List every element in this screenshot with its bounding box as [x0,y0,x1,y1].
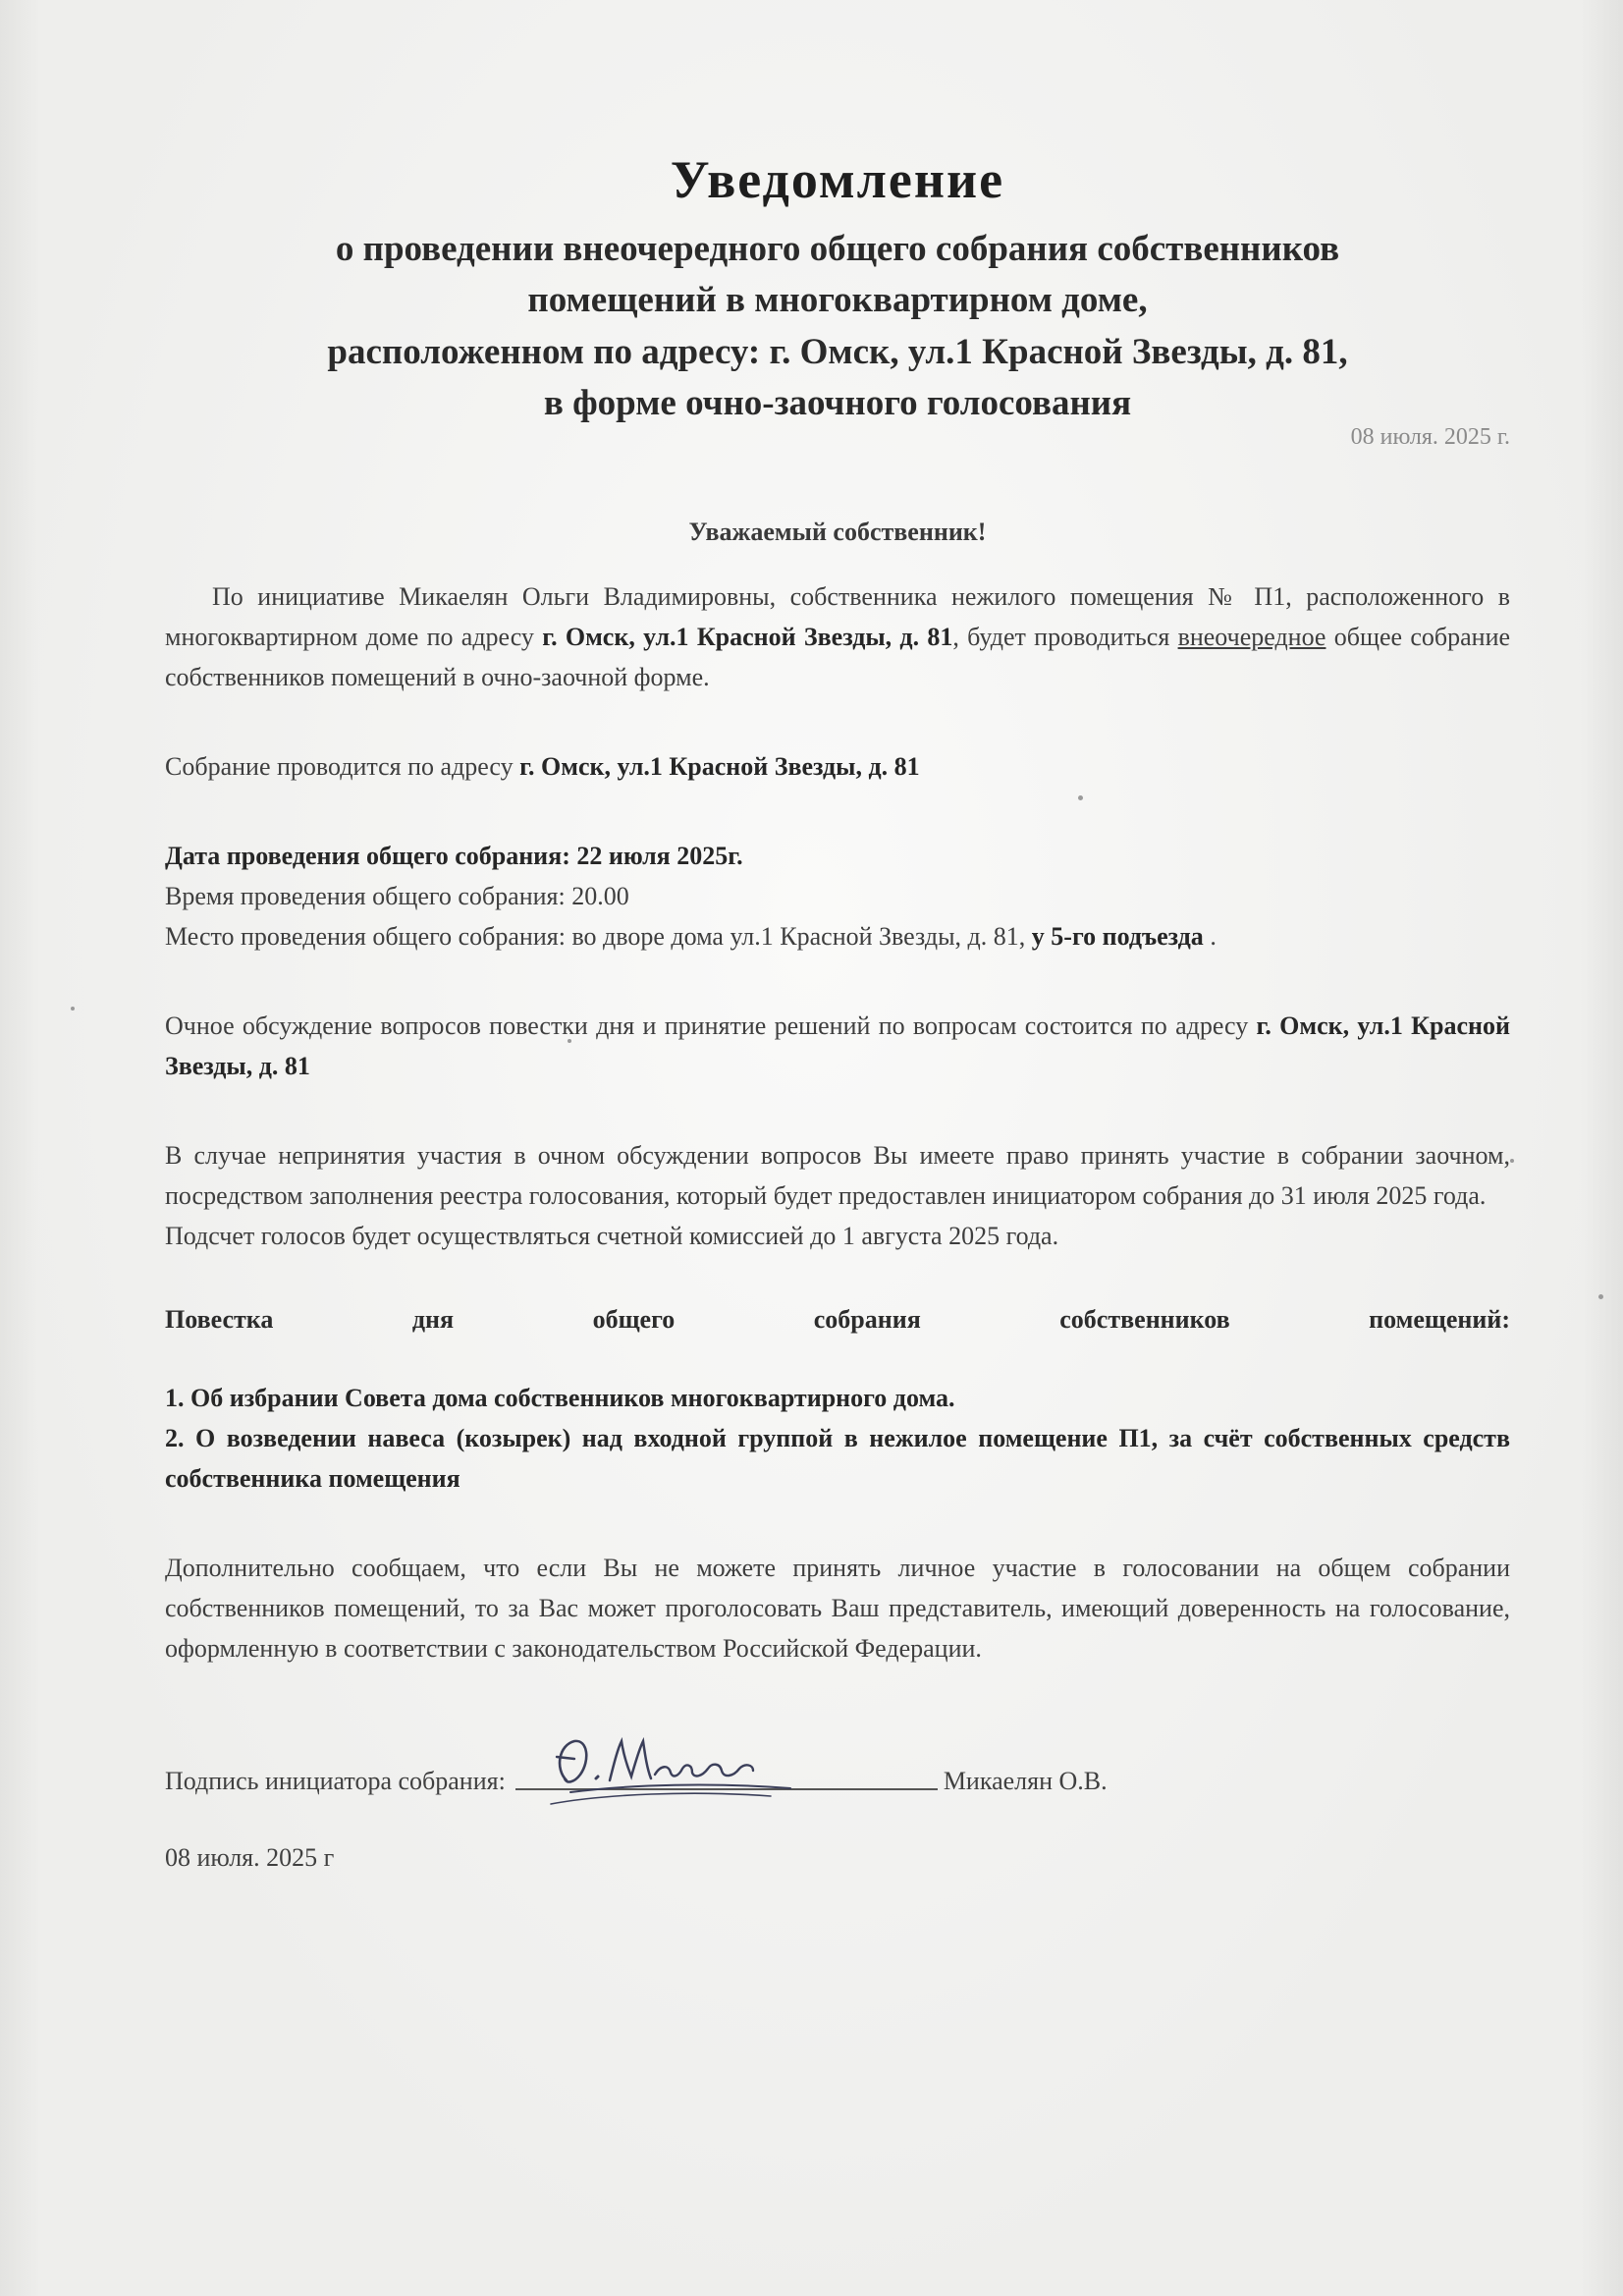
proxy-paragraph: Дополнительно сообщаем, что если Вы не можете принять личное участие в голосовании на общем собрании собственников помещений, то за Вас может проголосовать Ваш представитель, имеющий доверенность на голосование, оформленную в соответствии с законодательством Российской Федерации. [165,1553,1510,1663]
scan-speck [1510,1159,1514,1163]
agenda-heading [165,1305,1510,1335]
discussion-address: г. Омск, ул.1 Красной Звезды, д. 81 [165,1011,1510,1080]
notice-date-bottom: 08 июля. 2025 г [165,1842,335,1872]
notice-date-top: 08 июля. 2025 г. [1350,423,1510,450]
handwritten-signature [545,1720,839,1808]
agenda-list [165,1378,1510,1499]
discussion-text: Очное обсуждение вопросов повестки дня и принятие решений по вопросам состоится по адресу [165,1011,1257,1040]
discussion-paragraph [165,1006,1510,1086]
scan-speck [1598,1294,1603,1299]
meeting-place-text: Место проведения общего собрания: во дворе дома ул.1 Красной Звезды, д. 81, [165,921,1032,951]
intro-text: общее собрание собственников помещений в очно-заочной форме. [165,622,1511,691]
location-address: г. Омск, ул.1 Красной Звезды, д. 81 [519,751,920,781]
location-paragraph [165,746,1510,787]
intro-paragraph [165,576,1510,697]
signature-line [515,1749,938,1790]
intro-text: , будет проводиться [952,622,1178,651]
agenda-item: 1. Об избрании Совета дома собственников многоквартирного дома. [165,1383,955,1412]
meeting-date-text: Дата проведения общего собрания: 22 июля 2025г. [165,841,743,870]
counting-paragraph: Подсчет голосов будет осуществляться счетной комиссией до 1 августа 2025 года. [165,1221,1059,1250]
meeting-details [165,836,1510,957]
agenda-heading-word: собрания [813,1304,921,1334]
intro-text: По инициативе Микаелян Ольги Владимировны, собственника нежилого помещения № П1, расположенного в многоквартирном доме по адресу [165,581,1510,651]
location-text: Собрание проводится по адресу [165,751,520,781]
meeting-place-text: . [1203,921,1217,951]
meeting-place-entrance: у 5-го подъезда [1031,921,1204,951]
notice-document [165,147,1510,1873]
notice-title: Уведомление [670,150,1005,209]
absentee-paragraph: В случае непринятия участия в очном обсуждении вопросов Вы имеете право принять участие в собрании заочном, посредством заполнения реестра голосования, который будет предоставлен инициатором собрания до 31 июля 2025 года. [165,1140,1510,1210]
agenda-heading-word: собственников [1059,1304,1230,1334]
agenda-item: 2. О возведении навеса (козырек) над входной группой в нежилое помещение П1, за счёт собственных средств собственника помещения [165,1423,1510,1493]
signature-name: Микаелян О.В. [943,1766,1108,1795]
intro-underlined: внеочередное [1177,622,1326,651]
subtitle-line: о проведении внеочередного общего собрания собственников [335,228,1340,269]
agenda-heading-word: общего [592,1304,676,1334]
scan-speck [71,1007,75,1011]
subtitle-line: в форме очно-заочного голосования [543,383,1132,424]
meeting-place [165,916,1510,957]
agenda-heading-word: дня [411,1304,455,1334]
signature-row [165,1749,1510,1796]
subtitle-line: расположенном по адресу: г. Омск, ул.1 Красной Звезды, д. 81, [327,331,1348,372]
meeting-time: Время проведения общего собрания: 20.00 [165,881,629,910]
agenda-heading-word: помещений: [1369,1304,1510,1334]
notice-subtitle [165,224,1510,430]
greeting: Уважаемый собственник! [688,517,987,546]
meeting-date [165,836,1510,876]
subtitle-line: помещений в многоквартирном доме, [527,280,1148,321]
agenda-heading-word: Повестка [165,1304,274,1334]
signature-label: Подпись инициатора собрания: [165,1766,506,1795]
intro-address: г. Омск, ул.1 Красной Звезды, д. 81 [542,622,953,651]
